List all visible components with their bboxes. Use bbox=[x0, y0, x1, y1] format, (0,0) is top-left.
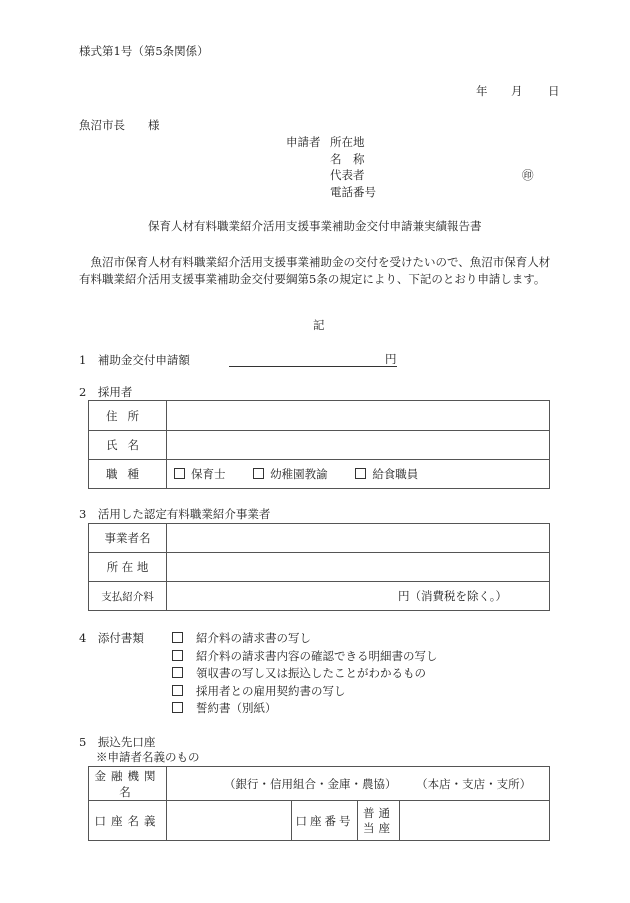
subsidy-amount-unit: 円 bbox=[385, 352, 397, 366]
job-option-meal-staff[interactable]: 給食職員 bbox=[355, 467, 418, 481]
account-type-checking: 当座 bbox=[363, 820, 394, 835]
agency-location-field[interactable] bbox=[167, 553, 550, 582]
form-number: 様式第1号（第5条関係） bbox=[79, 44, 209, 58]
attachment-list bbox=[172, 630, 438, 718]
checkbox-icon bbox=[172, 632, 183, 643]
employee-job-options bbox=[167, 460, 550, 489]
document-title: 保育人材有料職業紹介活用支援事業補助金交付申請兼実績報告書 bbox=[148, 219, 482, 233]
agency-location-label: 所 在 地 bbox=[89, 553, 167, 582]
section1-label: 1 補助金交付申請額 bbox=[79, 353, 190, 367]
checkbox-icon bbox=[174, 468, 185, 479]
section2-label: 2 採用者 bbox=[79, 385, 133, 399]
agency-fee-field[interactable] bbox=[167, 582, 550, 611]
employee-name-field[interactable] bbox=[167, 431, 550, 460]
account-holder-field[interactable] bbox=[167, 801, 292, 841]
bank-name-label: 金融機関名 bbox=[89, 767, 167, 801]
checkbox-icon bbox=[172, 650, 183, 661]
checkbox-icon bbox=[355, 468, 366, 479]
applicant-label: 申請者 bbox=[286, 135, 321, 149]
applicant-representative-label: 代表者 bbox=[330, 168, 365, 182]
attachment-item[interactable]: 領収書の写し又は振込したことがわかるもの bbox=[172, 665, 438, 683]
addressee: 魚沼市長 様 bbox=[79, 118, 160, 132]
employee-address-label: 住所 bbox=[89, 401, 167, 431]
agency-table bbox=[88, 523, 550, 611]
agency-name-field[interactable] bbox=[167, 524, 550, 553]
checkbox-icon bbox=[253, 468, 264, 479]
subsidy-amount-line bbox=[229, 354, 385, 367]
bank-type-options: （銀行・信用組合・金庫・農協） bbox=[224, 776, 397, 791]
account-holder-note: ※申請者名義のもの bbox=[96, 750, 200, 764]
section4-label: 4 添付書類 bbox=[79, 631, 144, 645]
account-number-label: 口座番号 bbox=[292, 801, 358, 841]
subsidy-amount-field[interactable] bbox=[229, 351, 397, 367]
applicant-address-label: 所在地 bbox=[330, 135, 365, 149]
body-paragraph: 魚沼市保育人材有料職業紹介活用支援事業補助金の交付を受けたいので、魚沼市保育人材有料職業紹介活用支援事業補助金交付要綱第5条の規定により、下記のとおり申請します。 bbox=[79, 255, 551, 286]
applicant-phone-label: 電話番号 bbox=[330, 185, 376, 199]
seal-mark: ㊞ bbox=[522, 168, 534, 182]
attachment-item[interactable]: 誓約書（別紙） bbox=[172, 700, 438, 718]
agency-name-label: 事業者名 bbox=[89, 524, 167, 553]
account-holder-label: 口座名義 bbox=[89, 801, 167, 841]
section3-label: 3 活用した認定有料職業紹介事業者 bbox=[79, 507, 271, 521]
account-type-cell[interactable] bbox=[358, 801, 400, 841]
job-option-nursery-teacher[interactable]: 保育士 bbox=[174, 467, 226, 481]
employee-table bbox=[88, 400, 550, 489]
checkbox-icon bbox=[172, 685, 183, 696]
ki-label: 記 bbox=[313, 318, 325, 332]
branch-type-options: （本店・支店・支所） bbox=[416, 776, 532, 791]
attachment-item[interactable]: 採用者との雇用契約書の写し bbox=[172, 683, 438, 701]
employee-job-label: 職種 bbox=[89, 460, 167, 489]
applicant-name-label: 名 称 bbox=[330, 152, 365, 166]
checkbox-icon bbox=[172, 702, 183, 713]
agency-fee-note: 円（消費税を除く。） bbox=[397, 589, 507, 603]
account-type-ordinary: 普通 bbox=[363, 805, 394, 820]
date-year-label: 年 bbox=[476, 84, 488, 98]
section5-label: 5 振込先口座 bbox=[79, 735, 156, 749]
checkbox-icon bbox=[172, 667, 183, 678]
bank-table bbox=[88, 766, 550, 841]
bank-name-field[interactable] bbox=[167, 767, 550, 801]
employee-name-label: 氏名 bbox=[89, 431, 167, 460]
job-option-kindergarten-teacher[interactable]: 幼稚園教諭 bbox=[253, 467, 328, 481]
employee-address-field[interactable] bbox=[167, 401, 550, 431]
agency-fee-label: 支払紹介料 bbox=[89, 582, 167, 611]
account-number-field[interactable] bbox=[400, 801, 550, 841]
attachment-item[interactable]: 紹介料の請求書内容の確認できる明細書の写し bbox=[172, 648, 438, 666]
date-month-label: 月 bbox=[511, 84, 523, 98]
date-day-label: 日 bbox=[548, 84, 560, 98]
attachment-item[interactable]: 紹介料の請求書の写し bbox=[172, 630, 438, 648]
